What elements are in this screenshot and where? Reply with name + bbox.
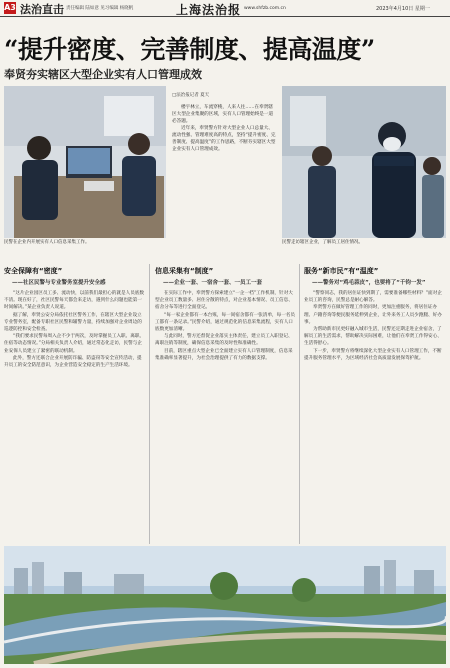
article-column-1	[4, 266, 144, 369]
issue-date: 2023年4月10日 星期一	[376, 6, 430, 12]
newspaper-name: 上海法治报	[176, 3, 242, 17]
article-subhead: 奉贤夯实辖区大型企业实有人口管理成效	[4, 68, 202, 81]
editor-credits: 责任编辑 陆如意 见习编辑 杨晓帆	[66, 6, 134, 11]
article-lead	[172, 92, 276, 153]
body-paragraph: “这片企业园区员工多、流动快，以前我们最担心的就是人员底数不清。现在好了，社区民警每天都会来走访，遇到什么问题也能第一时间解决。”某企业负责人说道。	[4, 291, 145, 311]
byline: □法治报记者 夏天	[172, 93, 210, 98]
photo-caption-right: 民警走访辖区企业，了解员工居住情况。	[282, 240, 363, 245]
column-divider	[149, 264, 150, 544]
body-paragraph: 在实际工作中，奉贤警方探索建立“一企一档”工作机制，针对大型企业员工数量多、居住分散的特点，对企业基本情况、员工信息、宿舍分布等进行全面登记。	[155, 291, 293, 311]
article-column-2	[155, 266, 295, 362]
section-name: 法治直击	[20, 3, 64, 16]
page-number-tag: A3	[4, 3, 16, 12]
body-paragraph: 目前，辖区重点大型企业已全面建立实有人口管理制度，信息采集准确率显著提升，为社会治理提供了有力的数据支撑。	[155, 348, 293, 361]
column-divider	[299, 264, 300, 544]
section-heading: 安全保障有“密度”	[4, 267, 63, 275]
body-paragraph: 为帮助新市民更好融入城市生活，民警还定期走进企业宿舍，了解员工的生活需求，帮助解决实际困难，让他们在奉贤工作得安心、生活得舒心。	[304, 327, 442, 347]
body-paragraph: “警察同志，我的居住证快到期了，需要准备哪些材料？”面对企业员工的咨询，民警总是耐心解答。	[304, 291, 442, 304]
body-paragraph: 奉贤警方在做好管理工作的同时，更加注重服务，将居住证办理、户籍咨询等便民服务延伸到企业，让外来务工人员少跑腿、好办事。	[304, 305, 442, 325]
article-column-3	[304, 266, 446, 362]
lead-paragraph: 近年来，奉贤警方针对大型企业人口总量大、流动性强、管理难度高的特点，坚持“提升密度、完善制度、提高温度”的工作思路，不断夯实辖区大型企业实有人口管理成效。	[172, 126, 276, 152]
masthead	[0, 0, 450, 17]
newspaper-url: www.shfzb.com.cn	[244, 6, 286, 11]
section-subheading: ——警务对“鸡毛蒜皮”，也要将了“千钧一发”	[312, 280, 426, 286]
photo-caption-left: 民警在企业内开展实有人口信息采集工作。	[4, 240, 90, 245]
photo-officers-at-desk	[4, 86, 166, 238]
photo-officer-visit	[282, 86, 446, 238]
body-paragraph: “我们要求民警每周入企不少于两次，及时掌握员工入职、离职、住宿等动态情况。”分局相关负责人介绍，通过常态化走访，民警与企业安保人员建立了紧密的联动机制。	[4, 334, 145, 354]
article-headline: “提升密度、完善制度、提高温度”	[4, 35, 375, 64]
section-heading: 服务“新市民”有“温度”	[304, 267, 379, 275]
body-paragraph: 下一步，奉贤警方将继续深化大型企业实有人口管理工作，不断提升服务管理水平，为区域经济社会高质量发展保驾护航。	[304, 348, 442, 361]
section-subheading: ——社区民警与专业警务室提升安全感	[12, 280, 106, 286]
body-paragraph: 与此同时，警方还督促企业落实主体责任，建立员工入职登记、离职注销等制度，确保信息采集的及时性和准确性。	[155, 334, 293, 347]
lead-paragraph: 楼宇林立，车流穿梭，人来人往……在奉贤辖区大型企业集聚的区域，实有人口管理始终是一道必答题。	[172, 105, 274, 124]
body-paragraph: “每一家企业都有一本台账，每一间宿舍都有一张清单，每一名员工都有一条记录。”民警介绍，通过规范化的信息采集流程，实有人口底数更加清晰。	[155, 312, 296, 333]
body-paragraph: 此外，警方还联合企业开展防诈骗、防盗窃等安全宣传活动，提升员工的安全防范意识，为企业营造安全稳定的生产生活环境。	[4, 355, 142, 369]
body-paragraph: 据了解，奉贤公安分局依托社区警务工作，在辖区大型企业设立专业警务室，配备专职社区民警和辅警力量，持续加强对企业周边的巡逻防控和安全检查。	[4, 312, 142, 333]
section-heading: 信息采集有“制度”	[155, 267, 214, 275]
photo-riverside-park	[4, 546, 446, 664]
section-subheading: ——企业一套、一宿舍一套、一员工一套	[163, 280, 263, 286]
